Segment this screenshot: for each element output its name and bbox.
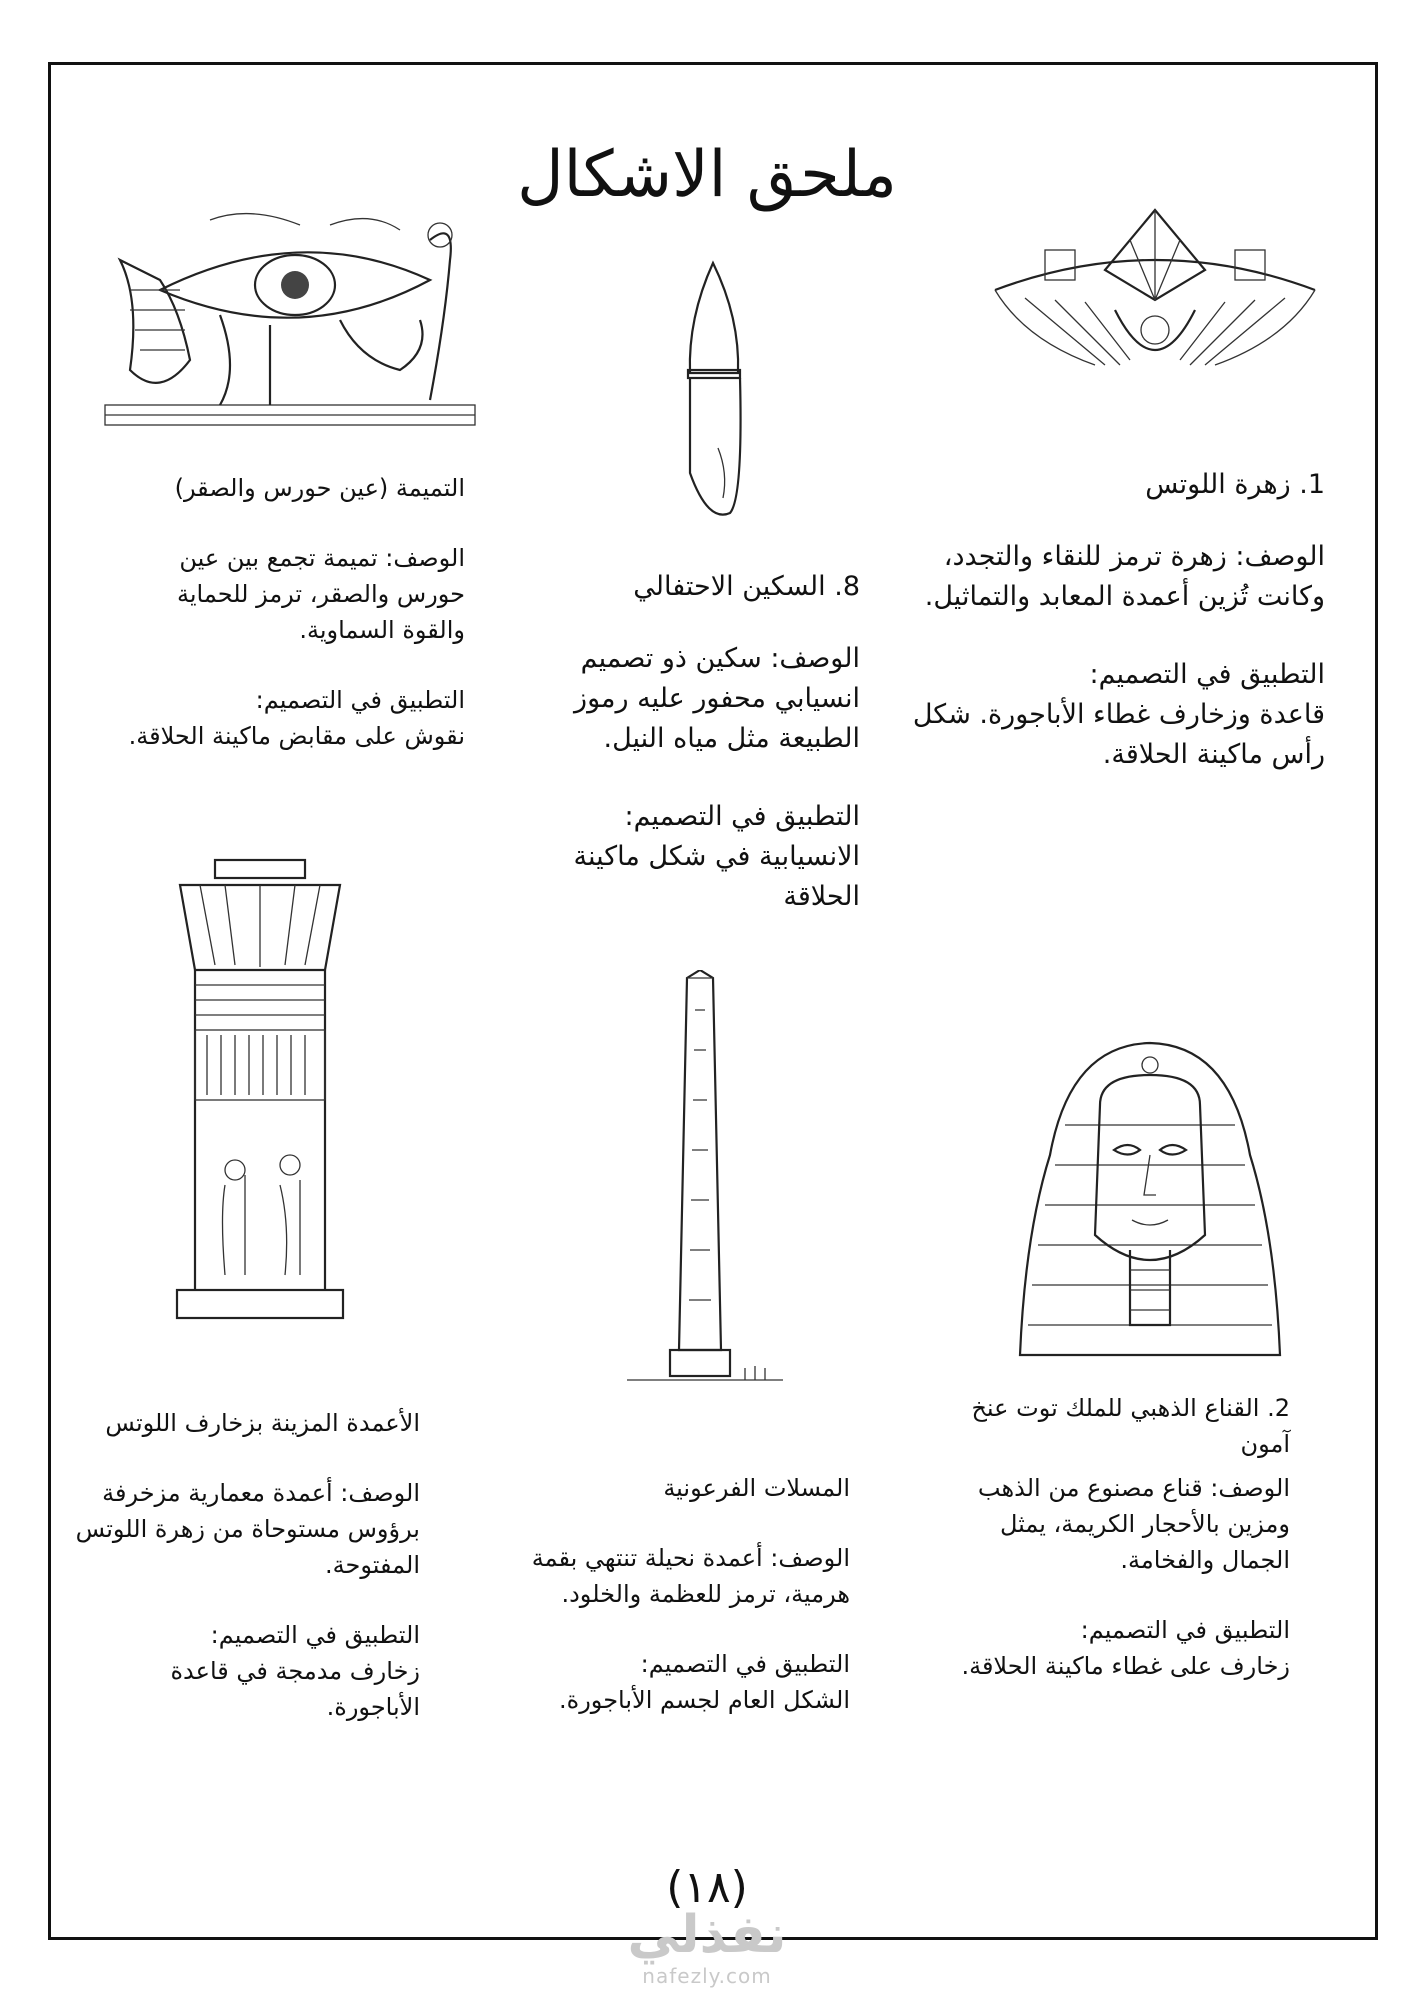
obelisk-application-label: التطبيق في التصميم: [640,1650,850,1678]
amulet-application-label: التطبيق في التصميم: [255,686,465,714]
watermark-arabic: نفذلي [627,1905,787,1965]
amulet-text-block [110,470,465,754]
mask-title: 2. القناع الذهبي للملك توت عنخ آمون [971,1394,1290,1458]
lotus-application-label: التطبيق في التصميم: [1089,659,1325,690]
eye-of-horus-amulet-figure [100,200,480,430]
obelisk-application-text: الشكل العام لجسم الأباجورة. [559,1686,850,1714]
page-title: ملحق الاشكال [517,138,897,212]
lotus-ornament-figure [985,190,1325,390]
columns-application-text: زخارف مدمجة في قاعدة الأباجورة. [170,1657,420,1721]
obelisk-figure [625,970,785,1395]
knife-application-text: الانسيابية في شكل ماكينة الحلاقة [573,841,860,912]
knife-title: 8. السكين الاحتفالي [633,571,860,602]
lotus-description: الوصف: زهرة ترمز للنقاء والتجدد، وكانت تُزين أعمدة المعابد والتماثيل. [924,541,1325,612]
mask-application-text: زخارف على غطاء ماكينة الحلاقة. [961,1652,1290,1680]
columns-application-label: التطبيق في التصميم: [210,1621,420,1649]
watermark-latin: nafezly.com [642,1964,772,1988]
knife-application-label: التطبيق في التصميم: [624,801,860,832]
mask-text-block [925,1390,1290,1684]
page-number: (١٨) [666,1862,748,1913]
lotus-column-figure [165,855,355,1325]
mask-application-label: التطبيق في التصميم: [1080,1616,1290,1644]
lotus-title: 1. زهرة اللوتس [1145,469,1325,500]
amulet-application-text: نقوش على مقابض ماكينة الحلاقة. [128,722,465,750]
amulet-description: الوصف: تميمة تجمع بين عين حورس والصقر، ترمز للحماية والقوة السماوية. [176,544,465,644]
tutankhamun-mask-figure [1010,1035,1290,1365]
columns-description: الوصف: أعمدة معمارية مزخرفة برؤوس مستوحاة من زهرة اللوتس المفتوحة. [75,1479,420,1579]
knife-text-block [520,567,860,917]
columns-text-block [75,1405,420,1725]
amulet-title: التميمة (عين حورس والصقر) [174,474,465,502]
lotus-application-text: قاعدة وزخارف غطاء الأباجورة. شكل رأس ماكينة الحلاقة. [912,699,1325,770]
obelisk-description: الوصف: أعمدة نحيلة تنتهي بقمة هرمية، ترمز للعظمة والخلود. [531,1544,850,1608]
mask-description: الوصف: قناع مصنوع من الذهب ومزين بالأحجار الكريمة، يمثل الجمال والفخامة. [977,1474,1290,1574]
lotus-text-block [885,465,1325,775]
columns-title: الأعمدة المزينة بزخارف اللوتس [105,1409,420,1437]
obelisk-title: المسلات الفرعونية [663,1474,850,1502]
obelisk-text-block [515,1470,850,1718]
watermark [0,1905,1414,1987]
knife-description: الوصف: سكين ذو تصميم انسيابي محفور عليه رموز الطبيعة مثل مياه النيل. [574,643,860,754]
ceremonial-knife-figure [668,258,758,528]
